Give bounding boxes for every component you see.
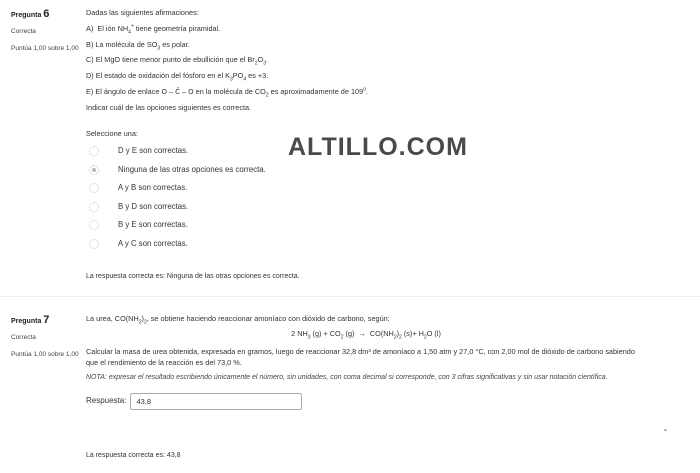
q6-option-6-label: A y C son correctas. bbox=[118, 238, 188, 248]
q7-info bbox=[11, 313, 81, 360]
q6-grade: Puntúa 1,00 sobre 1,00 bbox=[11, 45, 79, 53]
q6-option-2-label: Ninguna de las otras opciones es correcta. bbox=[118, 164, 266, 174]
q6-option-4[interactable] bbox=[86, 197, 646, 216]
q6-option-1-radio[interactable] bbox=[89, 146, 99, 156]
q6-content bbox=[86, 7, 646, 253]
q6-instruction: Indicar cuál de las opciones siguientes es correcta. bbox=[86, 103, 252, 113]
question-separator bbox=[0, 296, 700, 297]
q6-option-6-radio[interactable] bbox=[89, 239, 99, 249]
q7-right-answer: La respuesta correcta es: 43,8 bbox=[86, 452, 181, 459]
q7-content bbox=[86, 313, 646, 410]
q6-statement-e: E) El ángulo de enlace O – Ĉ – O en la molécula de $CO_2$ es aproximadamente de 109$^o$. bbox=[86, 86, 368, 99]
q7-grade: Puntúa 1,00 sobre 1,00 bbox=[11, 351, 79, 359]
q6-option-3-radio[interactable] bbox=[89, 183, 99, 193]
q6-prefix: Pregunta bbox=[11, 12, 42, 19]
q6-option-1-label: D y E son correctas. bbox=[118, 146, 189, 156]
q6-option-5[interactable] bbox=[86, 216, 646, 235]
q7-intro: La urea, $CO(NH_2)_2$, se obtiene haciendo reaccionar amoníaco con dióxido de carbono, según: bbox=[86, 314, 390, 326]
q6-state: Correcta bbox=[11, 28, 36, 36]
q7-number: 7 bbox=[43, 314, 50, 326]
q6-option-2-radio[interactable] bbox=[89, 165, 99, 175]
q7-answer-row bbox=[86, 393, 646, 410]
q7-answer-label: Respuesta: bbox=[86, 396, 127, 406]
q6-statement-d: D) El estado de oxidación del fósforo en el $K_3PO_4$ es +3. bbox=[86, 71, 269, 83]
q6-option-4-radio[interactable] bbox=[89, 202, 99, 212]
q7-note: NOTA: expresar el resultado escribiendo únicamente el número, sin unidades, con coma decimal si corresponde, con 3 cifras significativas y sin usar notación científica. bbox=[86, 374, 608, 382]
q7-state: Correcta bbox=[11, 334, 36, 342]
q6-heading bbox=[11, 7, 81, 22]
q6-info bbox=[11, 7, 81, 54]
q6-intro: Dadas las siguientes afirmaciones: bbox=[86, 8, 199, 17]
chevron-up-icon[interactable]: ⌃ bbox=[662, 428, 669, 437]
q6-option-3[interactable] bbox=[86, 179, 646, 198]
q6-number: 6 bbox=[43, 8, 50, 20]
q6-option-3-label: A y B son correctas. bbox=[118, 183, 188, 193]
q6-option-6[interactable] bbox=[86, 234, 646, 253]
q6-statement-c: C) El MgO tiene menor punto de ebullición que el $Br_2O_3$. bbox=[86, 55, 269, 67]
q6-option-5-radio[interactable] bbox=[89, 220, 99, 230]
q6-option-4-label: B y D son correctas. bbox=[118, 201, 189, 211]
q7-prefix: Pregunta bbox=[11, 318, 42, 325]
q7-heading bbox=[11, 313, 81, 328]
q6-statement-a: A) El ión $NH_4^+$ tiene geometría piramidal. bbox=[86, 23, 221, 36]
q6-option-2[interactable] bbox=[86, 160, 646, 179]
q7-answer-input[interactable] bbox=[130, 393, 302, 410]
q7-equation: 2 $NH_3$ $(g) + CO_2$ $(g) \to CO(NH_2)_2$ $(s)+ H_2O$ (l) bbox=[291, 329, 441, 341]
q6-statement-b: B) La molécula de $SO_3$ es polar. bbox=[86, 39, 190, 52]
watermark: ALTILLO.COM bbox=[288, 133, 468, 161]
q6-choose-label: Seleccione una: bbox=[86, 128, 138, 138]
q7-calculation: Calcular la masa de urea obtenida, expresada en gramos, luego de reaccionar 32,8 dm³ de amoníaco a 1,50 atm y 27,0 °C, con 2,00 mol de dióxido de carbono sabiendo que el rendimiento de la reacción es del 73,0 %. bbox=[86, 346, 635, 367]
q6-option-5-label: B y E son correctas. bbox=[118, 220, 188, 230]
q6-right-answer: La respuesta correcta es: Ninguna de las otras opciones es correcta. bbox=[86, 273, 300, 280]
